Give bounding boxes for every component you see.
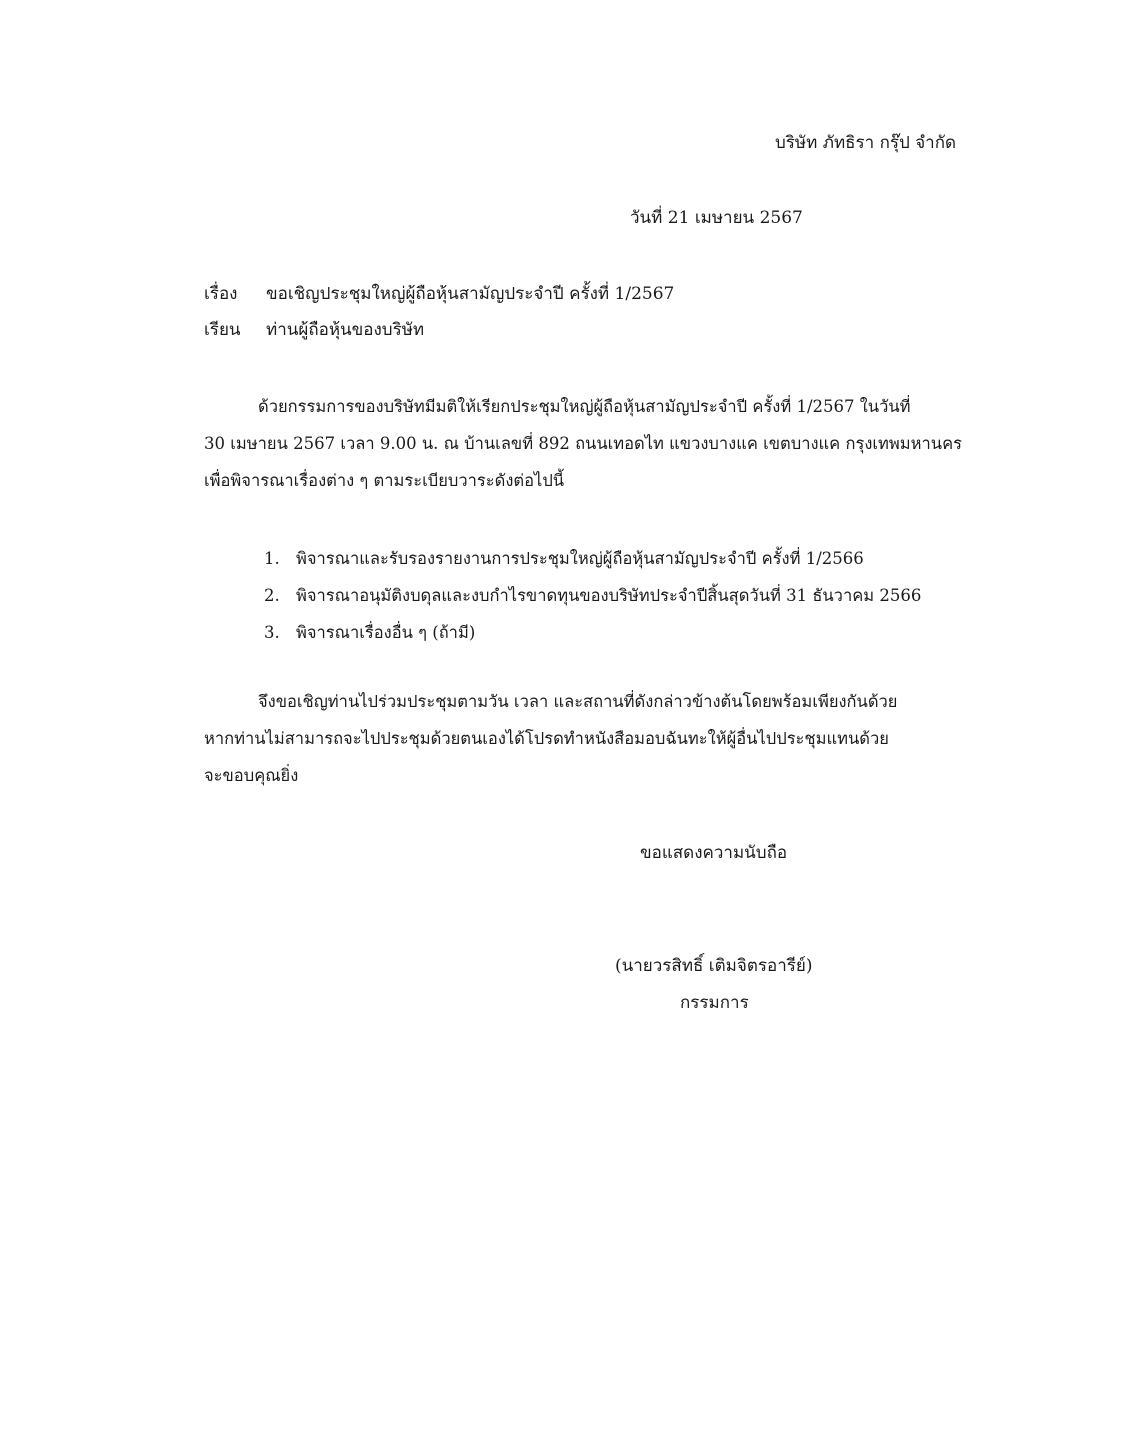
body-line: 30 เมษายน 2567 เวลา 9.00 น. ณ บ้านเลขที่ 892 ถนนเทอดไท แขวงบางแค เขตบางแค กรุงเทพมหานคร <box>204 434 962 453</box>
body-line: จะขอบคุณยิ่ง <box>204 766 299 785</box>
agenda-item-number: 2. <box>264 586 280 605</box>
body-line: หากท่านไม่สามารถจะไปประชุมด้วยตนเองได้โปรดทำหนังสือมอบฉันทะให้ผู้อื่นไปประชุมแทนด้วย <box>204 729 889 748</box>
agenda-item <box>264 614 921 651</box>
body-paragraph-intro <box>204 388 964 499</box>
recipient-label: เรียน <box>204 320 241 340</box>
closing-salutation: ขอแสดงความนับถือ <box>640 843 788 863</box>
body-line: ด้วยกรรมการของบริษัทมีมติให้เรียกประชุมใหญ่ผู้ถือหุ้นสามัญประจำปี ครั้งที่ 1/2567 ในวันที่ <box>258 397 911 416</box>
letter-date: วันที่ 21 เมษายน 2567 <box>630 208 803 228</box>
agenda-item <box>264 540 921 577</box>
signatory-title: กรรมการ <box>680 993 749 1013</box>
agenda-item-text: พิจารณาอนุมัติงบดุลและงบกำไรขาดทุนของบริษัทประจำปีสิ้นสุดวันที่ 31 ธันวาคม 2566 <box>296 586 922 605</box>
recipient-text: ท่านผู้ถือหุ้นของบริษัท <box>266 320 425 340</box>
agenda-list <box>264 540 921 651</box>
subject-label: เรื่อง <box>204 284 238 304</box>
agenda-item-number: 3. <box>264 623 280 642</box>
company-name: บริษัท ภัทธิรา กรุ๊ป จำกัด <box>775 133 957 153</box>
agenda-item-text: พิจารณาและรับรองรายงานการประชุมใหญ่ผู้ถือหุ้นสามัญประจำปี ครั้งที่ 1/2566 <box>296 549 864 568</box>
body-line: เพื่อพิจารณาเรื่องต่าง ๆ ตามระเบียบวาระดังต่อไปนี้ <box>204 471 565 490</box>
agenda-item-number: 1. <box>264 549 280 568</box>
agenda-item-text: พิจารณาเรื่องอื่น ๆ (ถ้ามี) <box>296 623 476 642</box>
signatory-name: (นายวรสิทธิ์ เติมจิตรอารีย์) <box>615 956 813 976</box>
body-line: จึงขอเชิญท่านไปร่วมประชุมตามวัน เวลา และสถานที่ดังกล่าวข้างต้นโดยพร้อมเพียงกันด้วย <box>258 692 898 711</box>
body-paragraph-invitation <box>204 683 964 794</box>
subject-text: ขอเชิญประชุมใหญ่ผู้ถือหุ้นสามัญประจำปี ครั้งที่ 1/2567 <box>266 284 675 304</box>
agenda-item <box>264 577 921 614</box>
